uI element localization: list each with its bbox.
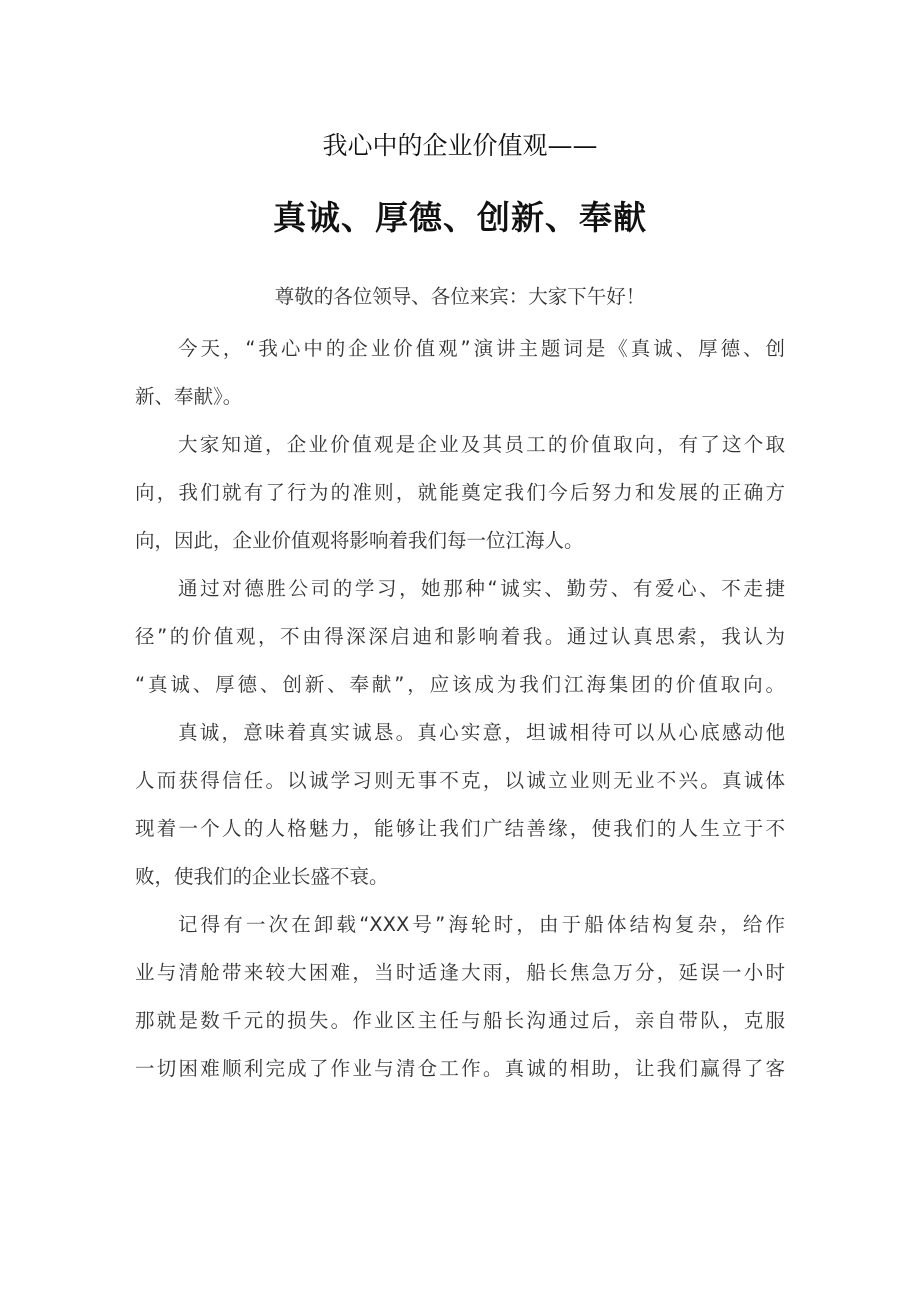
document-subtitle: 真诚、厚德、创新、奉献 [273, 198, 647, 237]
paragraph-line: 现着一个人的人格魅力，能够让我们广结善缘，使我们的人生立于不 [135, 817, 785, 840]
paragraph-line: 那就是数千元的损失。作业区主任与船长沟通过后，亲自带队，克服 [135, 1009, 785, 1032]
paragraph-line: 业与清舱带来较大困难，当时适逢大雨，船长焦急万分，延误一小时 [135, 961, 785, 984]
document-title: 我心中的企业价值观—— [322, 131, 598, 160]
paragraph-line: 大家知道，企业价值观是企业及其员工的价值取向，有了这个取 [178, 433, 785, 456]
paragraph-line: 人而获得信任。以诚学习则无事不克，以诚立业则无业不兴。真诚体 [135, 769, 785, 792]
paragraph-line: 向，我们就有了行为的准则，就能奠定我们今后努力和发展的正确方 [135, 481, 785, 504]
paragraph-line: 通过对德胜公司的学习，她那种“诚实、勤劳、有爱心、不走捷 [178, 577, 785, 600]
paragraph-line: 径”的价值观，不由得深深启迪和影响着我。通过认真思索，我认为 [135, 625, 785, 648]
paragraph-line: 真诚，意味着真实诚恳。真心实意，坦诚相待可以从心底感动他 [178, 721, 785, 744]
paragraph-line: “真诚、厚德、创新、奉献”，应该成为我们江海集团的价值取向。 [135, 673, 785, 696]
paragraph-line: 今天，“我心中的企业价值观”演讲主题词是《真诚、厚德、创 [178, 337, 785, 360]
paragraph-line: 向，因此，企业价值观将影响着我们每一位江海人。 [135, 529, 584, 552]
paragraph-line: 一切困难顺利完成了作业与清仓工作。真诚的相助，让我们赢得了客 [135, 1057, 785, 1080]
greeting-line: 尊敬的各位领导、各位来宾：大家下午好！ [274, 285, 646, 308]
paragraph-line: 新、奉献》。 [135, 385, 243, 408]
paragraph-line: 败，使我们的企业长盛不衰。 [135, 865, 389, 888]
paragraph-line: 记得有一次在卸载“XXX号”海轮时，由于船体结构复杂，给作 [178, 913, 785, 936]
